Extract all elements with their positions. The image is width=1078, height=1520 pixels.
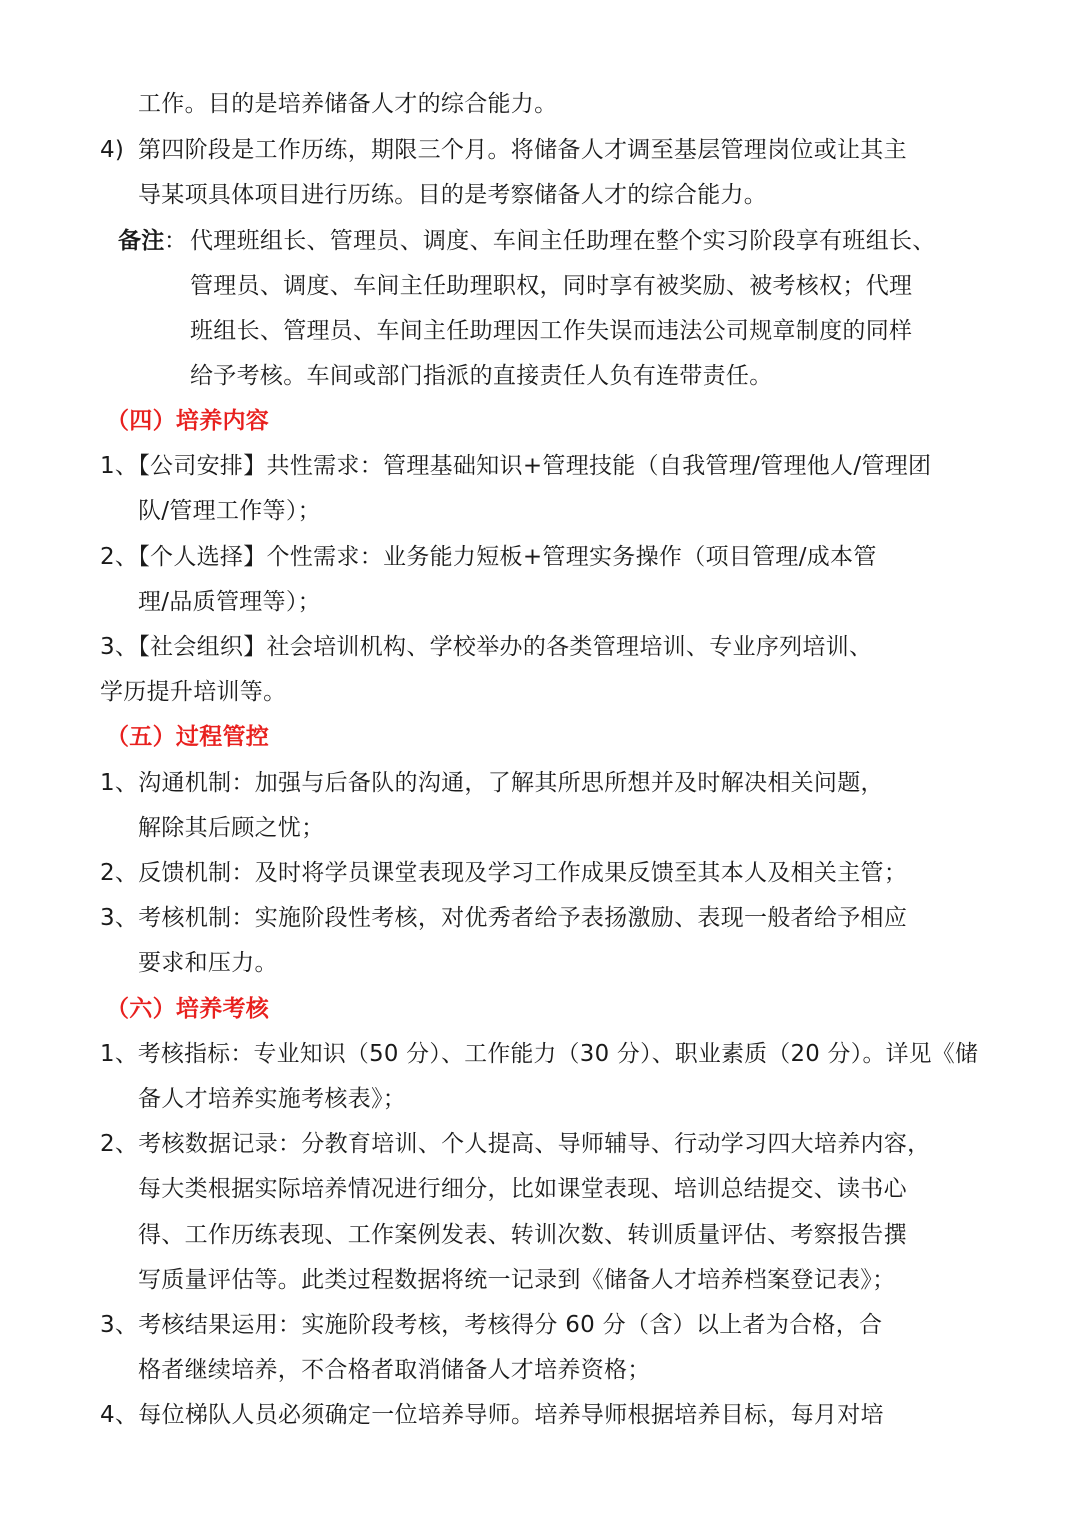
section6-item1-line2: 备人才培养实施考核表》； (138, 1086, 407, 1112)
section4-item2-line2: 理/品质管理等）； (138, 589, 321, 615)
section6-item1-line1: 1、考核指标：专业知识（50 分）、工作能力（30 分）、职业素质（20 分）。详见《储 (100, 1041, 979, 1067)
section5-heading: （五）过程管控 (106, 724, 270, 750)
section4-item1-line1: 1、【公司安排】共性需求：管理基础知识+管理技能（自我管理/管理他人/管理团 (100, 453, 932, 479)
note-line-2: 管理员、调度、车间主任助理职权，同时享有被奖励、被考核权；代理 (190, 273, 913, 299)
section6-item2-line4: 写质量评估等。此类过程数据将统一记录到《储备人才培养档案登记表》； (138, 1267, 896, 1293)
section4-heading: （四）培养内容 (106, 408, 270, 434)
note-line-4: 给予考核。车间或部门指派的直接责任人负有连带责任。 (190, 363, 773, 389)
section4-item2-line1: 2、【个人选择】个性需求：业务能力短板+管理实务操作（项目管理/成本管 (100, 544, 877, 570)
stage4-line-2: 导某项具体项目进行历练。目的是考察储备人才的综合能力。 (138, 182, 768, 208)
stage4-line-1: 第四阶段是工作历练，期限三个月。将储备人才调至基层管理岗位或让其主 (138, 137, 907, 163)
note-label: 备注 (118, 228, 165, 254)
section5-item2-line1: 2、反馈机制：及时将学员课堂表现及学习工作成果反馈至其本人及相关主管； (100, 860, 908, 886)
section6-item4-line1: 4、每位梯队人员必须确定一位培养导师。培养导师根据培养目标，每月对培 (100, 1402, 884, 1428)
note-colon: ： (164, 228, 188, 254)
section5-item3-line2: 要求和压力。 (138, 950, 278, 976)
section4-item3-line1: 3、【社会组织】社会培训机构、学校举办的各类管理培训、专业序列培训、 (100, 634, 873, 660)
stage3-tail: 工作。目的是培养储备人才的综合能力。 (138, 91, 558, 117)
note-line-1: 代理班组长、管理员、调度、车间主任助理在整个实习阶段享有班组长、 (190, 228, 936, 254)
stage4-number: 4) (100, 137, 125, 163)
section4-item1-line2: 队/管理工作等）； (138, 498, 321, 524)
section4-item3-line2: 学历提升培训等。 (100, 679, 287, 705)
section6-item2-line3: 得、工作历练表现、工作案例发表、转训次数、转训质量评估、考察报告撰 (138, 1222, 907, 1248)
section6-item3-line1: 3、考核结果运用：实施阶段考核，考核得分 60 分（含）以上者为合格，合 (100, 1312, 883, 1338)
section6-heading: （六）培养考核 (106, 996, 270, 1022)
note-line-3: 班组长、管理员、车间主任助理因工作失误而违法公司规章制度的同样 (190, 318, 913, 344)
section5-item1-line2: 解除其后顾之忧； (138, 815, 325, 841)
section5-item3-line1: 3、考核机制：实施阶段性考核，对优秀者给予表扬激励、表现一般者给予相应 (100, 905, 908, 931)
section6-item2-line1: 2、考核数据记录：分教育培训、个人提高、导师辅导、行动学习四大培养内容， (100, 1131, 931, 1157)
section6-item3-line2: 格者继续培养，不合格者取消储备人才培养资格； (138, 1357, 651, 1383)
section6-item2-line2: 每大类根据实际培养情况进行细分，比如课堂表现、培训总结提交、读书心 (138, 1176, 907, 1202)
section5-item1-line1: 1、沟通机制：加强与后备队的沟通，了解其所思所想并及时解决相关问题， (100, 770, 884, 796)
